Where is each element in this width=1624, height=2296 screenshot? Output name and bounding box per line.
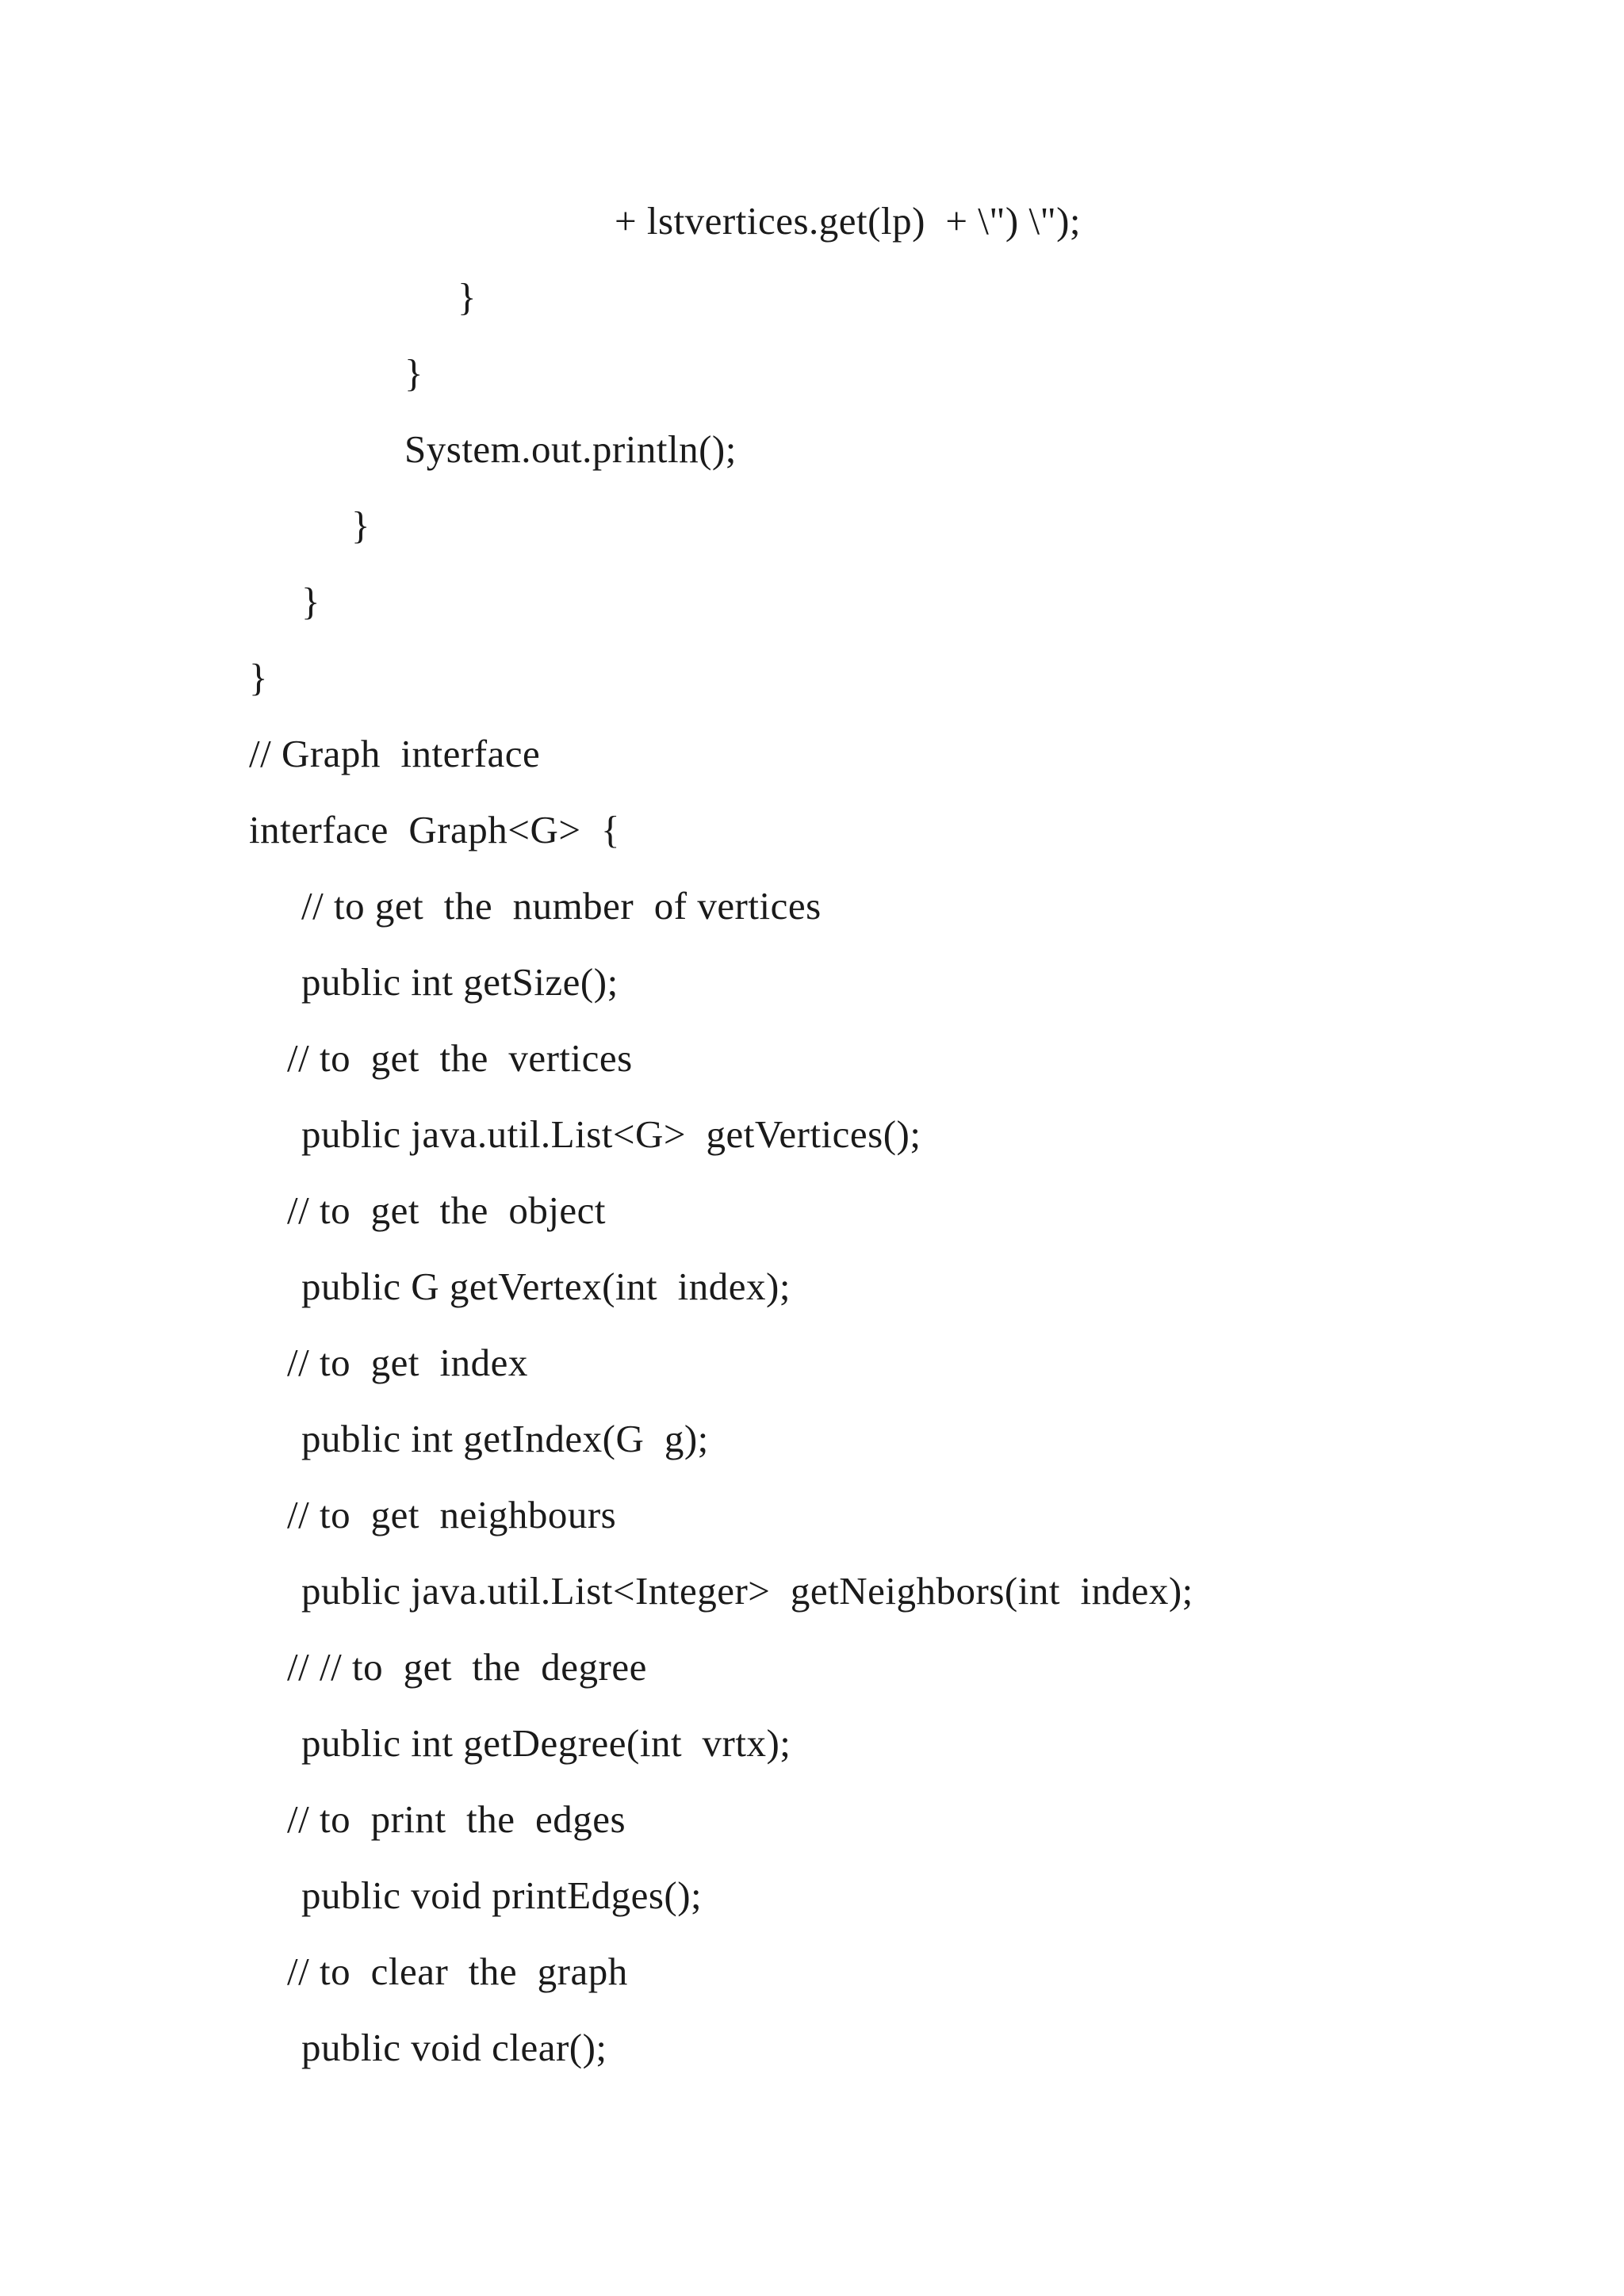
code-line-25: public void clear(); bbox=[301, 2026, 607, 2069]
code-line-10: // to get the number of vertices bbox=[301, 884, 822, 928]
code-line-14: // to get the object bbox=[287, 1188, 607, 1232]
code-line-16: // to get index bbox=[287, 1341, 528, 1384]
code-line-21: public int getDegree(int vrtx); bbox=[301, 1721, 791, 1765]
code-line-13: public java.util.List<G> getVertices(); bbox=[301, 1112, 921, 1156]
code-line-24: // to clear the graph bbox=[287, 1950, 628, 1993]
code-line-12: // to get the vertices bbox=[287, 1036, 633, 1080]
code-line-15: public G getVertex(int index); bbox=[301, 1265, 791, 1308]
code-line-22: // to print the edges bbox=[287, 1797, 626, 1841]
code-line-17: public int getIndex(G g); bbox=[301, 1417, 709, 1460]
code-line-19: public java.util.List<Integer> getNeighbors(int index); bbox=[301, 1569, 1193, 1613]
code-line-5: } bbox=[351, 503, 371, 547]
code-line-20: // // to get the degree bbox=[287, 1645, 647, 1689]
code-line-6: } bbox=[301, 580, 321, 623]
code-line-9: interface Graph<G> { bbox=[249, 808, 620, 851]
code-line-3: } bbox=[404, 351, 424, 395]
code-line-4: System.out.println(); bbox=[404, 427, 737, 471]
code-line-1: + lstvertices.get(lp) + \") \"); bbox=[615, 199, 1082, 243]
code-line-23: public void printEdges(); bbox=[301, 1873, 703, 1917]
code-line-11: public int getSize(); bbox=[301, 960, 619, 1004]
code-line-8: // Graph interface bbox=[249, 732, 541, 775]
code-line-7: } bbox=[249, 656, 269, 699]
code-line-2: } bbox=[458, 275, 477, 319]
code-line-18: // to get neighbours bbox=[287, 1493, 617, 1536]
